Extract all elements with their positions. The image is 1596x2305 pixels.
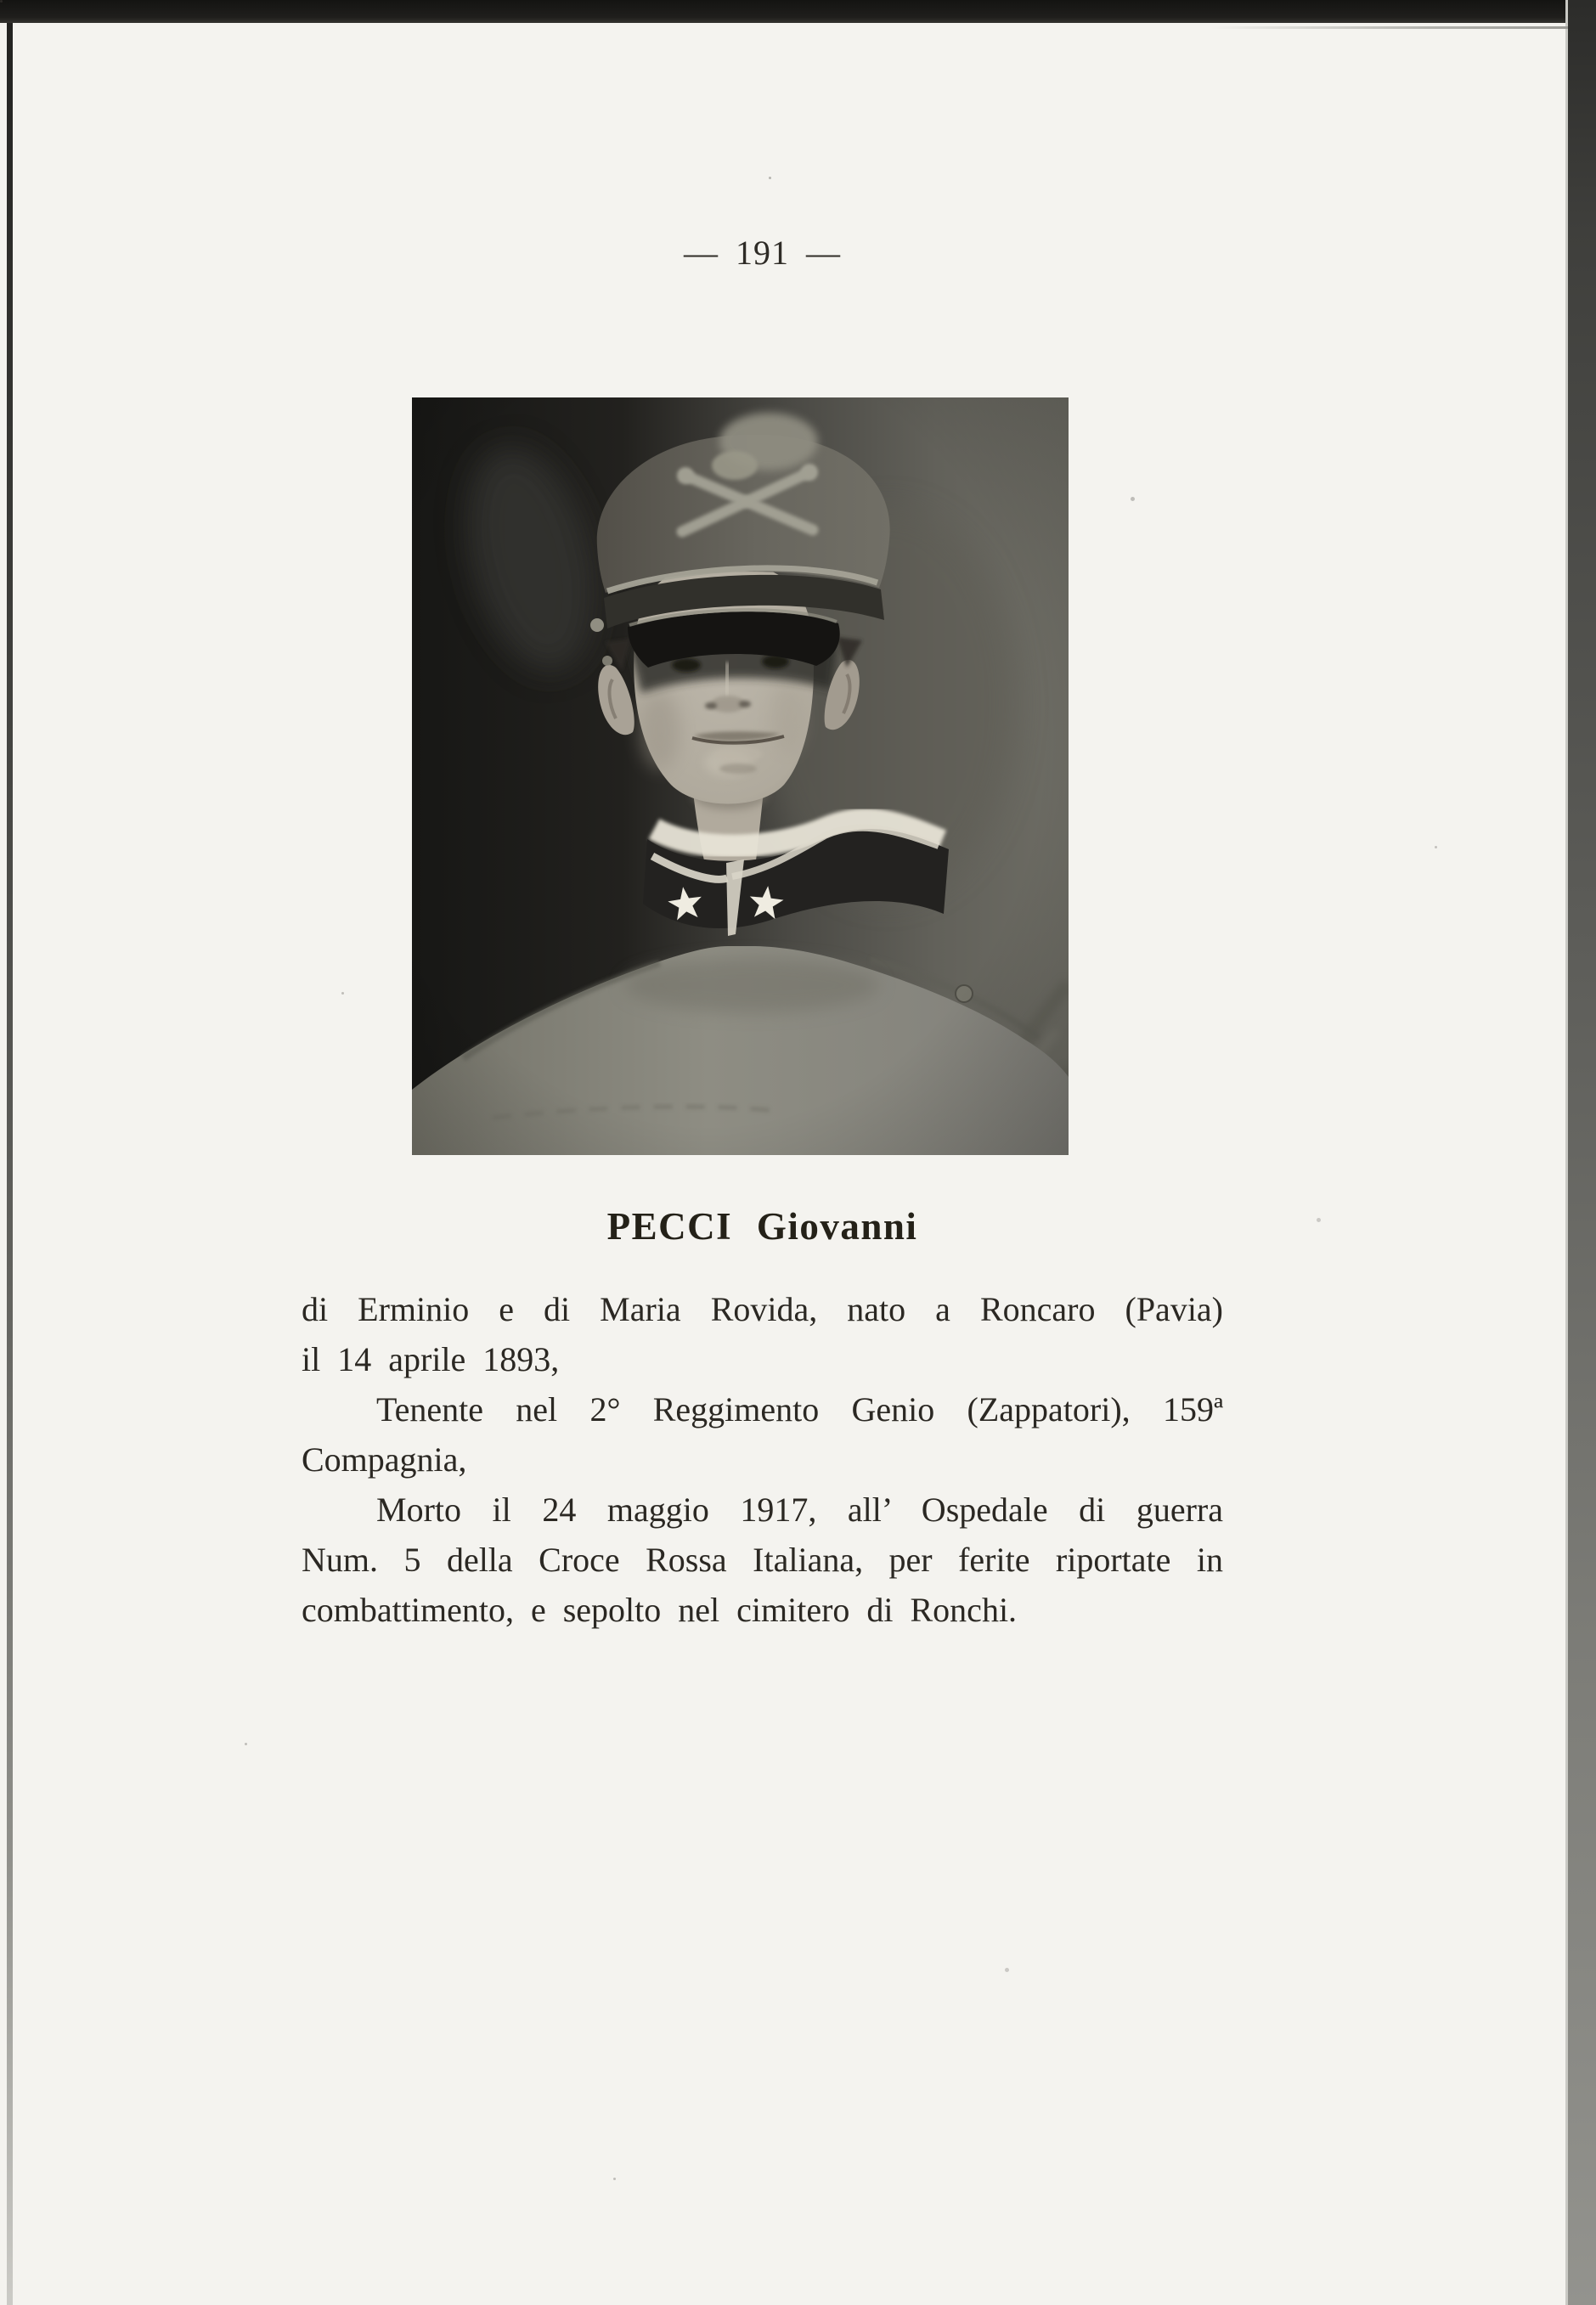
body-line: il 14 aprile 1893, [302,1340,560,1378]
scanner-right-edge [1565,0,1596,2305]
body-line: Morto il 24 maggio 1917, all’ Ospedale di guerra [376,1491,1223,1529]
scanner-top-edge [0,0,1596,23]
page-number: — 191 — [684,234,841,272]
biography-text [302,1284,1223,1635]
page-top-edge-line [1211,26,1568,29]
body-line: Tenente nel 2° Reggimento Genio (Zappatori), 159ª [376,1390,1223,1429]
body-line: combattimento, e sepolto nel cimitero di Ronchi. [302,1591,1018,1629]
soldier-portrait-photo [412,397,1069,1155]
body-line: Num. 5 della Croce Rossa Italiana, per ferite riportate in [302,1541,1223,1579]
book-gutter-shadow [7,23,13,2305]
body-line: Compagnia, [302,1440,467,1479]
portrait-illustration [412,397,1069,1155]
body-line: di Erminio e di Maria Rovida, nato a Roncaro (Pavia) [302,1290,1223,1328]
photo-vignette [412,397,1069,1155]
entry-title: PECCI Giovanni [606,1205,918,1248]
scan-speckles [0,0,3,3]
